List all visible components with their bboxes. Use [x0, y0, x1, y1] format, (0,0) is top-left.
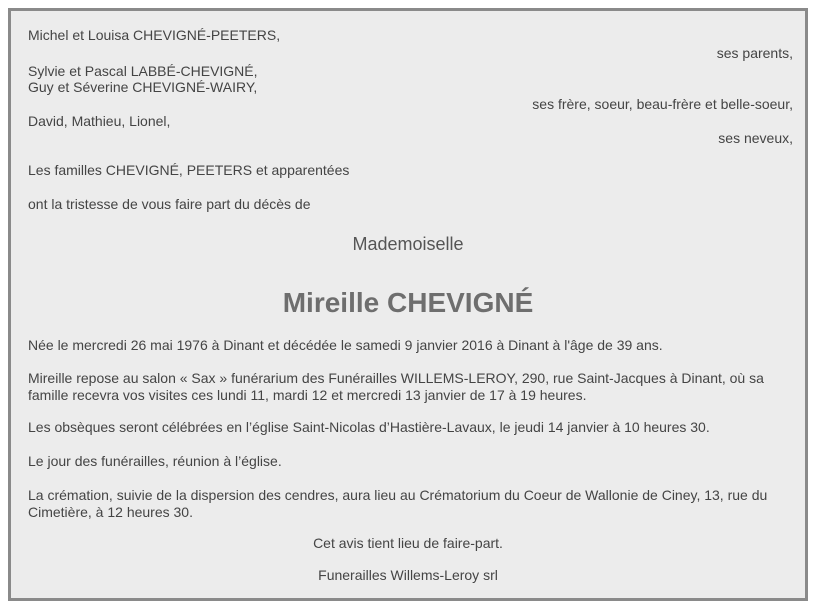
announcement-line: ont la tristesse de vous faire part du décès de [28, 196, 311, 212]
cremation-paragraph: La crémation, suivie de la dispersion des cendres, aura lieu au Crématorium du Coeur de Wallonie de Ciney, 13, rue du Cimetière, à 12 heures 30. [28, 487, 768, 520]
families-line: Les familles CHEVIGNÉ, PEETERS et apparentées [28, 162, 350, 178]
funeral-paragraph: Les obsèques seront célébrées en l’église Saint-Nicolas d’Hastière-Lavaux, le jeudi 14 janvier à 10 heures 30. [28, 419, 710, 435]
nephews-role: ses neveux, [718, 130, 793, 146]
sibling-line-1: Sylvie et Pascal LABBÉ-CHEVIGNÉ, [28, 63, 258, 79]
birth-death-paragraph: Née le mercredi 26 mai 1976 à Dinant et décédée le samedi 9 janvier 2016 à Dinant à l'âge de 39 ans. [28, 337, 663, 353]
sibling-line-2: Guy et Séverine CHEVIGNÉ-WAIRY, [28, 79, 258, 95]
notice-line: Cet avis tient lieu de faire-part. [313, 535, 503, 551]
honorific: Mademoiselle [352, 234, 464, 254]
siblings-role: ses frère, soeur, beau-frère et belle-soeur, [532, 96, 793, 112]
parents-role: ses parents, [716, 45, 793, 61]
visitation-paragraph: Mireille repose au salon « Sax » funérarium des Funérailles WILLEMS-LEROY, 290, rue Saint-Jacques à Dinant, où sa famille recevra vos visites ces lundi 11, mardi 12 et mercredi 13 janvier de 17 à 19 heures. [28, 370, 764, 403]
obituary-notice [8, 8, 808, 601]
funeral-home-signature: Funerailles Willems-Leroy srl [318, 567, 498, 583]
nephews-line: David, Mathieu, Lionel, [28, 113, 171, 129]
gathering-paragraph: Le jour des funérailles, réunion à l’église. [28, 453, 282, 469]
parents-line: Michel et Louisa CHEVIGNÉ-PEETERS, [28, 27, 281, 43]
deceased-name: Mireille CHEVIGNÉ [282, 287, 534, 318]
